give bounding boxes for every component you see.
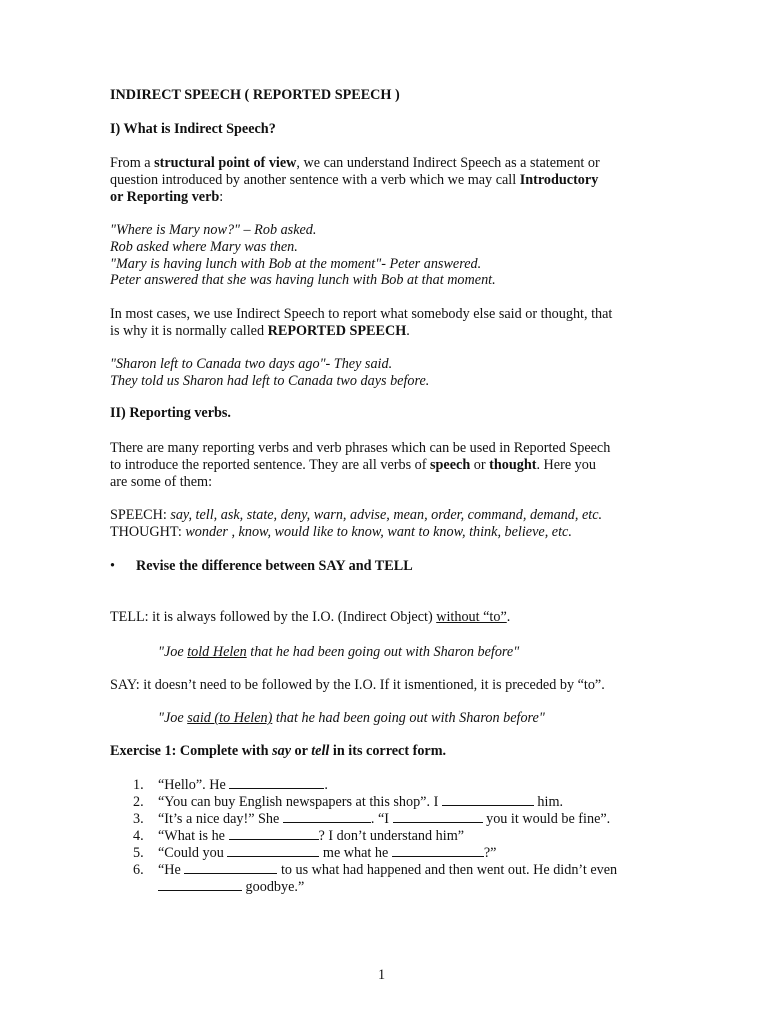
example-sentence: "Where is Mary now?" – Rob asked.	[110, 222, 317, 238]
paragraph-line: are some of them:	[110, 474, 213, 490]
say-rule: SAY: it doesn’t need to be followed by the I.O. If it ismentioned, it is preceded by “to”.	[110, 677, 605, 693]
exercise-item: “It’s a nice day!” She . “I you it would be fine”.	[158, 811, 611, 827]
answer-blank[interactable]	[442, 794, 534, 806]
exercise-item-number: 4.	[133, 828, 144, 844]
exercise-item-number: 3.	[133, 811, 144, 827]
section-2-heading: II) Reporting verbs.	[110, 405, 231, 421]
exercise-item-number: 5.	[133, 845, 144, 861]
example-sentence: "Sharon left to Canada two days ago"- They said.	[110, 356, 393, 372]
exercise-item: “He to us what had happened and then went out. He didn’t even	[158, 862, 618, 878]
answer-blank[interactable]	[229, 828, 319, 840]
say-example: "Joe said (to Helen) that he had been going out with Sharon before"	[158, 710, 545, 726]
answer-blank[interactable]	[229, 777, 324, 789]
paragraph-line: question introduced by another sentence with a verb which we may call Introductory	[110, 172, 599, 188]
example-sentence: "Mary is having lunch with Bob at the moment"- Peter answered.	[110, 256, 482, 272]
exercise-item-number: 2.	[133, 794, 144, 810]
answer-blank[interactable]	[158, 879, 242, 891]
tell-example: "Joe told Helen that he had been going out with Sharon before"	[158, 644, 520, 660]
paragraph-line: is why it is normally called REPORTED SPEECH.	[110, 323, 410, 339]
speech-verbs-list: SPEECH: say, tell, ask, state, deny, warn, advise, mean, order, command, demand, etc.	[110, 507, 603, 523]
paragraph-line: In most cases, we use Indirect Speech to report what somebody else said or thought, that	[110, 306, 613, 322]
paragraph-line: or Reporting verb:	[110, 189, 224, 205]
bullet-icon: •	[110, 558, 115, 574]
answer-blank[interactable]	[227, 845, 319, 857]
thought-verbs-list: THOUGHT: wonder , know, would like to know, want to know, think, believe, etc.	[110, 524, 572, 540]
bullet-heading: Revise the difference between SAY and TELL	[136, 558, 413, 574]
answer-blank[interactable]	[184, 862, 277, 874]
answer-blank[interactable]	[392, 845, 484, 857]
page-number: 1	[378, 967, 386, 983]
section-1-heading: I) What is Indirect Speech?	[110, 121, 276, 137]
exercise-heading: Exercise 1: Complete with say or tell in its correct form.	[110, 743, 447, 759]
exercise-item: “Could you me what he ?”	[158, 845, 497, 861]
paragraph-line: From a structural point of view, we can understand Indirect Speech as a statement or	[110, 155, 600, 171]
paragraph-line: to introduce the reported sentence. They are all verbs of speech or thought. Here you	[110, 457, 596, 473]
exercise-item: “What is he ? I don’t understand him”	[158, 828, 465, 844]
example-sentence: Peter answered that she was having lunch with Bob at that moment.	[110, 272, 496, 288]
answer-blank[interactable]	[283, 811, 371, 823]
exercise-item: “You can buy English newspapers at this shop”. I him.	[158, 794, 564, 810]
tell-rule: TELL: it is always followed by the I.O. (Indirect Object) without “to”.	[110, 609, 511, 625]
example-sentence: They told us Sharon had left to Canada two days before.	[110, 373, 430, 389]
exercise-item-number: 6.	[133, 862, 144, 878]
exercise-item-continuation: goodbye.”	[158, 879, 304, 896]
exercise-item-number: 1.	[133, 777, 144, 793]
example-sentence: Rob asked where Mary was then.	[110, 239, 298, 255]
answer-blank[interactable]	[393, 811, 483, 823]
document-title: INDIRECT SPEECH ( REPORTED SPEECH )	[110, 87, 400, 103]
paragraph-line: There are many reporting verbs and verb phrases which can be used in Reported Speech	[110, 440, 611, 456]
exercise-item: “Hello”. He .	[158, 777, 328, 793]
